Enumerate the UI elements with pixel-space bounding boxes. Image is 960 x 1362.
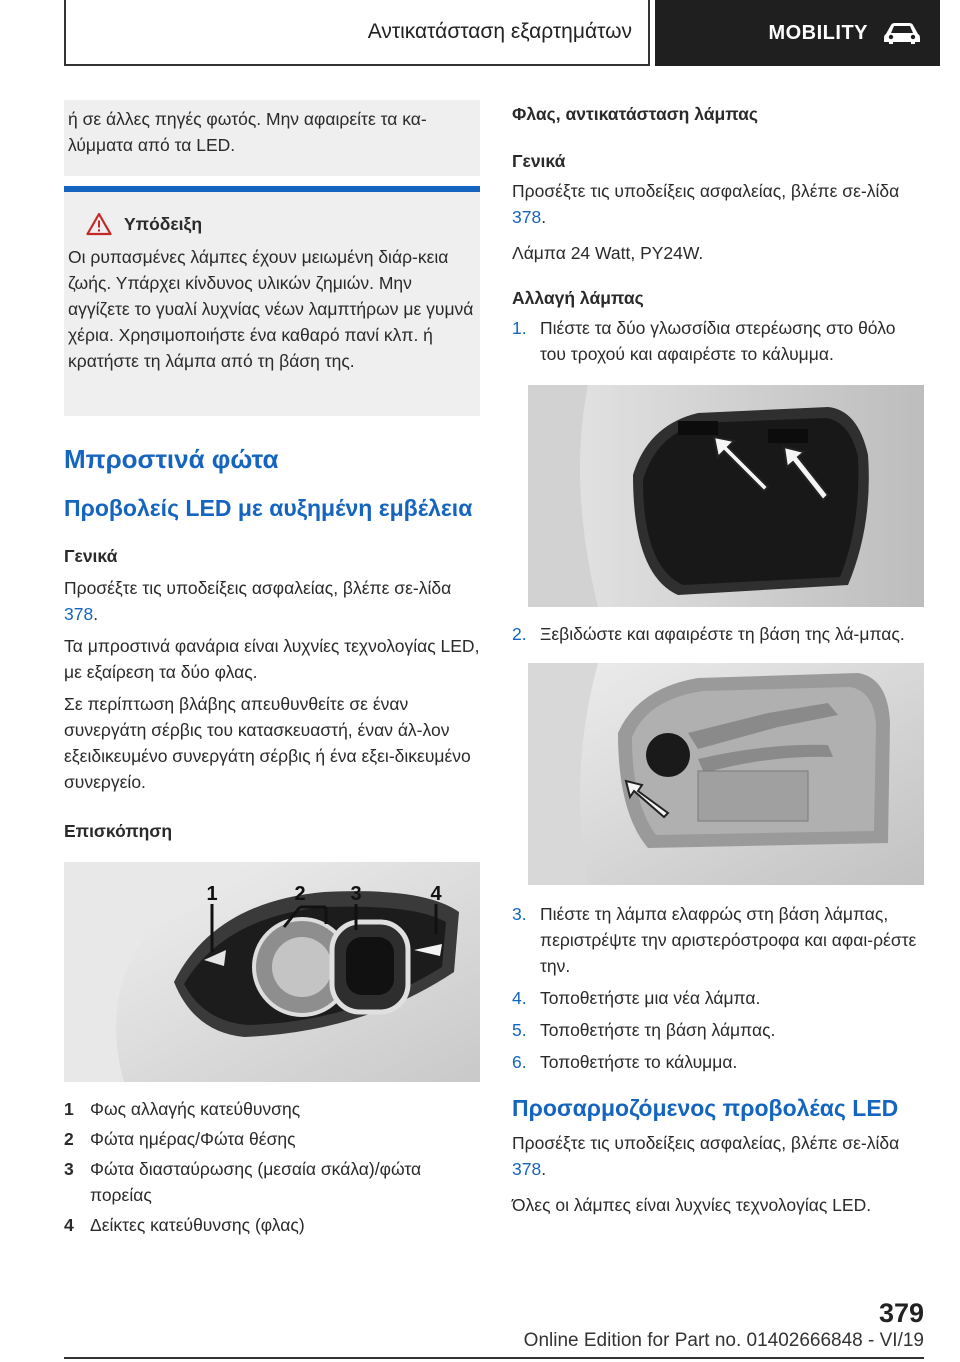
legend-text: Φώτα ημέρας/Φώτα θέσης (90, 1129, 296, 1149)
step-text: Τοποθετήστε το κάλυμμα. (540, 1052, 738, 1072)
legend-item (64, 1156, 480, 1208)
car-icon (882, 20, 922, 46)
left-column (64, 100, 480, 1238)
legend-text: Φως αλλαγής κατεύθυνσης (90, 1099, 301, 1119)
safety-reference-text: Προσέξτε τις υποδείξεις ασφαλείας, βλέπε σε‐λίδα (512, 181, 900, 201)
safety-reference-text: Προσέξτε τις υποδείξεις ασφαλείας, βλέπε σε‐λίδα (64, 578, 452, 598)
service-paragraph: Σε περίπτωση βλάβης απευθυνθείτε σε έναν συνεργάτη σέρβις του κατασκευαστή, έναν άλ‐λον εξειδικευμένο συνεργάτη σέρβις ή ένα εξει‐δικευμένο συνεργείο. (64, 694, 471, 792)
chapter-title: MOBILITY (768, 21, 868, 44)
section-title: Αντικατάσταση εξαρτημάτων (367, 20, 632, 43)
page-number: 379 (878, 1298, 924, 1328)
heading-overview: Επισκόπηση (64, 821, 173, 841)
step-text: Πιέστε τα δύο γλωσσίδια στερέωσης στο θόλο του τροχού και αφαιρέστε το κάλυμμα. (540, 318, 896, 364)
legend-number: 2 (64, 1129, 74, 1149)
warning-triangle-icon (86, 212, 112, 236)
callout-4: 4 (430, 883, 442, 905)
step-number: 2. (512, 624, 527, 644)
heading-general-right: Γενικά (512, 151, 566, 171)
page-link-378[interactable]: 378 (512, 1159, 542, 1179)
step-text: Ξεβιδώστε και αφαιρέστε τη βάση της λά‐μπας. (540, 624, 905, 644)
safety-reference-right (512, 178, 924, 230)
header-section-title-box (64, 0, 650, 66)
step-item (512, 1049, 924, 1075)
step-item (512, 315, 924, 367)
callout-1: 1 (206, 883, 218, 905)
right-column (512, 100, 924, 1218)
step-number: 3. (512, 904, 527, 924)
headlight-overview-image (64, 862, 480, 1082)
warning-title: Υπόδειξη (124, 213, 203, 234)
legend-item (64, 1096, 480, 1122)
lamp-spec: Λάμπα 24 Watt, PY24W. (512, 243, 704, 263)
edition-info: Online Edition for Part no. 01402666848 - VI/19 (523, 1330, 924, 1351)
heading-change-bulb: Αλλαγή λάμπας (512, 288, 644, 308)
step-item (512, 901, 924, 979)
page-link-378[interactable]: 378 (64, 604, 94, 624)
safety-reference-end: . (541, 1159, 547, 1179)
safety-reference-end: . (541, 207, 547, 227)
bulb-socket-image (528, 663, 924, 885)
warning-text: Οι ρυπασμένες λάμπες έχουν μειωμένη διάρ‐κεια ζωής. Υπάρχει κίνδυνος υλικών ζημιών. Μην αγγίζετε το γυαλί λυχνίας νέων λαμπτήρων με γυμνά χέρια. Χρησιμοποιήστε ένα καθαρό πανί κλπ. ή κρατήστε τη λάμπα από τη βάση της. (68, 247, 474, 371)
continued-text-box (64, 100, 480, 176)
steps-list-a (512, 315, 924, 367)
safety-reference (64, 575, 480, 627)
step-number: 6. (512, 1052, 527, 1072)
legend-number: 1 (64, 1099, 74, 1119)
warning-header (86, 212, 476, 236)
callout-3: 3 (350, 883, 362, 905)
callout-2: 2 (294, 883, 306, 905)
heading-indicator-bulb: Φλας, αντικατάσταση λάμπας (512, 104, 758, 124)
step-item (512, 985, 924, 1011)
cover-removal-image (528, 385, 924, 607)
heading-general: Γενικά (64, 546, 118, 566)
safety-reference-right-2 (512, 1130, 924, 1182)
heading-led-headlights: Προβολείς LED με αυξημένη εμβέλεια (64, 495, 473, 521)
step-item (512, 1017, 924, 1043)
header-chapter-box (655, 0, 940, 66)
safety-reference-text: Προσέξτε τις υποδείξεις ασφαλείας, βλέπε σε‐λίδα (512, 1133, 900, 1153)
all-led-paragraph: Όλες οι λάμπες είναι λυχνίες τεχνολογίας LED. (512, 1195, 872, 1215)
legend-number: 3 (64, 1159, 74, 1179)
step-number: 4. (512, 988, 527, 1008)
legend-text: Φώτα διασταύρωσης (μεσαία σκάλα)/φώτα πορείας (90, 1159, 422, 1205)
continued-text: ή σε άλλες πηγές φωτός. Μην αφαιρείτε τα κα‐λύμματα από τα LED. (68, 109, 427, 155)
step-number: 5. (512, 1020, 527, 1040)
steps-list-b (512, 621, 924, 647)
page-link-378[interactable]: 378 (512, 207, 542, 227)
step-item (512, 621, 924, 647)
step-number: 1. (512, 318, 527, 338)
step-text: Πιέστε τη λάμπα ελαφρώς στη βάση λάμπας, περιστρέψτε την αριστερόστροφα και αφαι‐ρέστε την. (540, 904, 917, 976)
step-text: Τοποθετήστε μια νέα λάμπα. (540, 988, 761, 1008)
footer-rule (64, 1357, 924, 1359)
legend-number: 4 (64, 1215, 74, 1235)
heading-adaptive-led: Προσαρμοζόμενος προβολέας LED (512, 1095, 899, 1121)
warning-box (64, 186, 480, 416)
legend-item (64, 1212, 480, 1238)
heading-front-lights: Μπροστινά φώτα (64, 444, 279, 474)
steps-list-c (512, 901, 924, 1075)
step-text: Τοποθετήστε τη βάση λάμπας. (540, 1020, 776, 1040)
legend-item (64, 1126, 480, 1152)
legend-list (64, 1096, 480, 1238)
legend-text: Δείκτες κατεύθυνσης (φλας) (90, 1215, 305, 1235)
led-paragraph: Τα μπροστινά φανάρια είναι λυχνίες τεχνολογίας LED, με εξαίρεση τα δύο φλας. (64, 636, 480, 682)
safety-reference-end: . (93, 604, 99, 624)
